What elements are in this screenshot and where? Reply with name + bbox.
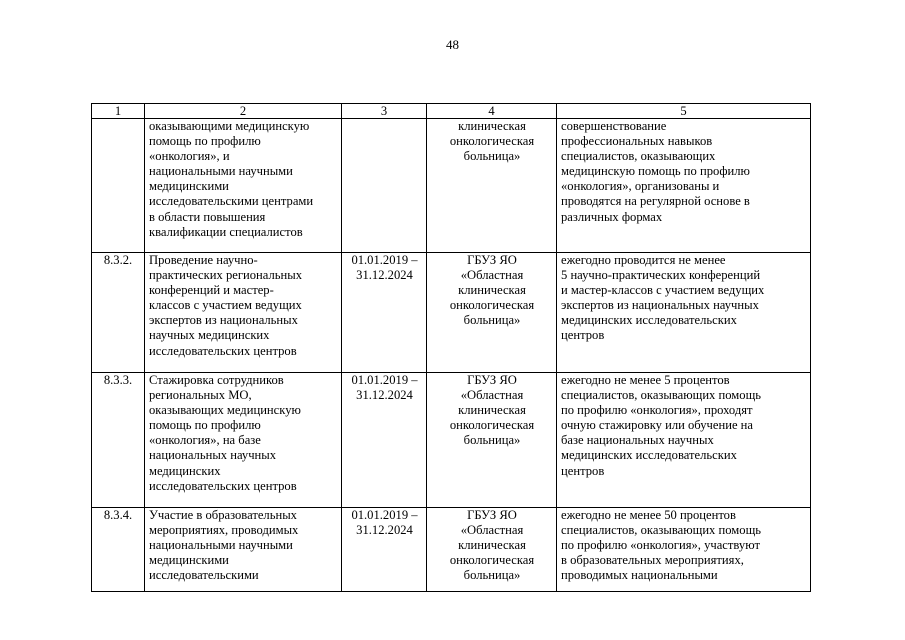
event-cell: Стажировка сотрудников региональных МО, оказывающих медицинскую помощь по профилю «онкология», на базе национальных научных медицинских исследовательских центров [145, 373, 342, 508]
table-row [92, 508, 811, 592]
executor-cell: ГБУЗ ЯО «Областная клиническая онкологическая больница» [427, 508, 557, 592]
executor-cell: ГБУЗ ЯО «Областная клиническая онкологическая больница» [427, 373, 557, 508]
period-cell: 01.01.2019 – 31.12.2024 [342, 508, 427, 592]
result-cell: ежегодно не менее 50 процентов специалистов, оказывающих помощь по профилю «онкология», участвуют в образовательных мероприятиях, проводимых национальными [557, 508, 811, 592]
executor-cell: клиническая онкологическая больница» [427, 119, 557, 253]
row-number: 8.3.2. [92, 253, 145, 373]
header-col-3: 3 [342, 104, 427, 119]
plan-table [91, 103, 811, 592]
period-cell: 01.01.2019 – 31.12.2024 [342, 373, 427, 508]
event-cell: оказывающими медицинскую помощь по профилю «онкология», и национальными научными медицинскими исследовательскими центрами в области повышения квалификации специалистов [145, 119, 342, 253]
result-cell: ежегодно не менее 5 процентов специалистов, оказывающих помощь по профилю «онкология», проходят очную стажировку или обучение на базе национальных научных медицинских исследовательских центров [557, 373, 811, 508]
header-col-2: 2 [145, 104, 342, 119]
table-row [92, 253, 811, 373]
header-col-5: 5 [557, 104, 811, 119]
result-cell: ежегодно проводится не менее 5 научно-практических конференций и мастер-классов с участием ведущих экспертов из национальных научных медицинских исследовательских центров [557, 253, 811, 373]
row-number: 8.3.3. [92, 373, 145, 508]
header-col-4: 4 [427, 104, 557, 119]
header-col-1: 1 [92, 104, 145, 119]
row-number [92, 119, 145, 253]
executor-cell: ГБУЗ ЯО «Областная клиническая онкологическая больница» [427, 253, 557, 373]
row-number: 8.3.4. [92, 508, 145, 592]
page-number: 48 [446, 37, 459, 52]
event-cell: Участие в образовательных мероприятиях, проводимых национальными научными медицинскими исследовательскими [145, 508, 342, 592]
event-cell: Проведение научно- практических региональных конференций и мастер- классов с участием ведущих экспертов из национальных научных медицинских исследовательских центров [145, 253, 342, 373]
table-row [92, 373, 811, 508]
table-header-row [92, 104, 811, 119]
table-row [92, 119, 811, 253]
period-cell: 01.01.2019 – 31.12.2024 [342, 253, 427, 373]
result-cell: совершенствование профессиональных навыков специалистов, оказывающих медицинскую помощь по профилю «онкология», организованы и проводятся на регулярной основе в различных формах [557, 119, 811, 253]
period-cell [342, 119, 427, 253]
